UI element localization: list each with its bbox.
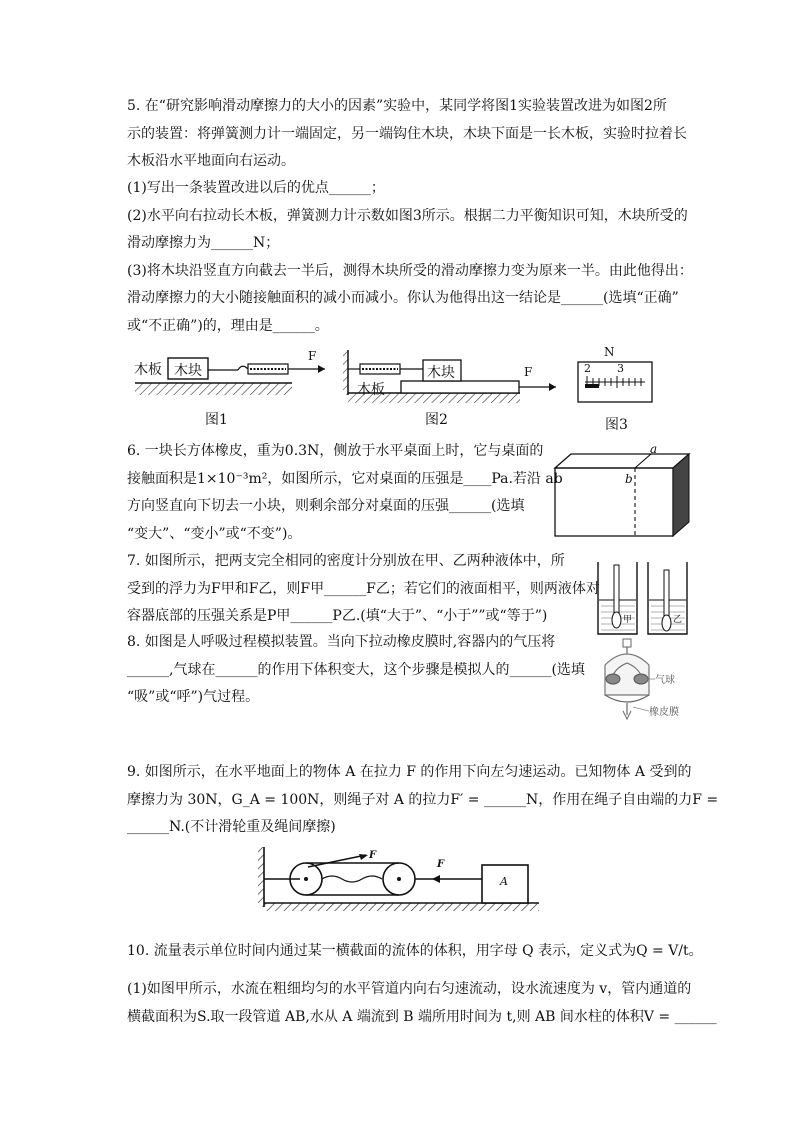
q5-line-9: 或“不正确”)的，理由是______。 <box>127 318 329 334</box>
q7-label-right: 乙 <box>673 615 683 625</box>
q9-line-2: 摩擦力为 30N，G_A = 100N，则绳子对 A 的拉力F′ = ______N，作用在绳子自由端的力F = <box>127 792 719 808</box>
q10-line-3: 横截面积为S.取一段管道 AB,水从 A 端流到 B 端所用时间为 t,则 AB 间水柱的体积V = ______ <box>127 1009 717 1025</box>
q7-line-1: 7. 如图所示，把两支完全相同的密度计分别放在甲、乙两种液体中，所 <box>127 553 565 569</box>
q9-force-label-2: F <box>437 859 445 870</box>
figure-1 <box>130 345 330 405</box>
q6-eraser-figure <box>553 442 695 540</box>
q8-balloon-label: 气球 <box>655 675 675 686</box>
q10-line-1: 10. 流量表示单位时间内通过某一横截面的流体的体积，用字母 Q 表示，定义式为Q = V/t。 <box>127 943 703 959</box>
q6-line-4: “变大”、“变小”或“不变”)。 <box>127 526 302 542</box>
q9-pulley-figure <box>256 845 546 915</box>
figure-3 <box>575 345 655 407</box>
q9-force-label-1: F <box>369 850 377 861</box>
figure-2 <box>343 347 563 407</box>
fig1-force-label: F <box>308 349 317 363</box>
q8-breathing-model-figure <box>597 637 689 723</box>
q10-line-2: (1)如图甲所示，水流在粗细均匀的水平管道内向右匀速流动，设水流速度为 v，管内通道的 <box>127 981 692 997</box>
q6-point-b: b <box>625 472 633 486</box>
q5-line-1: 5. 在“研究影响滑动摩擦力的大小的因素”实验中，某同学将图1实验装置改进为如图2所 <box>127 98 667 114</box>
q7-label-left: 甲 <box>623 615 633 625</box>
fig1-block-label: 木块 <box>174 363 202 379</box>
q9-line-1: 9. 如图所示，在水平地面上的物体 A 在拉力 F 的作用下向左匀速运动。已知物体 A 受到的 <box>127 764 692 780</box>
fig1-caption: 图1 <box>205 412 228 428</box>
q7-line-3: 容器底部的压强关系是P甲______P乙.(填“大于”、“小于””或“等于”) <box>127 608 548 624</box>
q5-line-3: 木板沿水平地面向右运动。 <box>127 153 295 169</box>
fig3-unit-label: N <box>604 345 615 359</box>
q7-line-2: 受到的浮力为F甲和F乙，则F甲______F乙；若它们的液面相平，则两液体对 <box>127 581 600 597</box>
fig1-board-label: 木板 <box>134 362 162 378</box>
q6-line-1: 6. 一块长方体橡皮，重为0.3N，侧放于水平桌面上时，它与桌面的 <box>127 443 544 459</box>
q7-hydrometer-figure <box>593 560 693 638</box>
q8-line-3: “吸”或“呼”)气过程。 <box>127 689 260 705</box>
q5-line-8: 滑动摩擦力的大小随接触面积的减小而减小。你认为他得出这一结论是______(选填“正确” <box>127 290 679 306</box>
fig2-board-label: 木板 <box>357 382 385 398</box>
fig2-caption: 图2 <box>425 412 448 428</box>
q5-line-2: 示的装置：将弹簧测力计一端固定，另一端钩住木块，木块下面是一长木板，实验时拉着长 <box>127 126 687 142</box>
fig3-tick-3: 3 <box>617 362 624 375</box>
q5-line-7: (3)将木块沿竖直方向截去一半后，测得木块所受的滑动摩擦力变为原来一半。由此他得出： <box>127 263 693 279</box>
fig2-force-label: F <box>524 365 533 379</box>
q9-block-label: A <box>500 875 508 888</box>
q6-line-2: 接触面积是1×10⁻³m²，如图所示，它对桌面的压强是____Pa.若沿 ab <box>127 471 563 487</box>
q5-line-6: 滑动摩擦力为______N； <box>127 235 280 251</box>
fig3-caption: 图3 <box>605 417 628 433</box>
q5-line-5: (2)水平向右拉动长木板，弹簧测力计示数如图3所示。根据二力平衡知识可知，木块所受的 <box>127 208 688 224</box>
fig3-tick-2: 2 <box>584 362 591 375</box>
q8-membrane-label: 橡皮膜 <box>649 707 679 718</box>
q9-line-3: ______N.(不计滑轮重及绳间摩擦) <box>127 819 336 835</box>
q6-line-3: 方向竖直向下切去一小块，则剩余部分对桌面的压强______(选填 <box>127 498 525 514</box>
fig2-block-label: 木块 <box>427 365 455 381</box>
q5-line-4: (1)写出一条装置改进以后的优点______； <box>127 180 385 196</box>
q6-point-a: a <box>650 442 658 456</box>
q8-line-1: 8. 如图是人呼吸过程模拟装置。当向下拉动橡皮膜时,容器内的气压将 <box>127 634 556 650</box>
q8-line-2: ______,气球在______的作用下体积变大，这个步骤是模拟人的______(选填 <box>127 662 585 678</box>
